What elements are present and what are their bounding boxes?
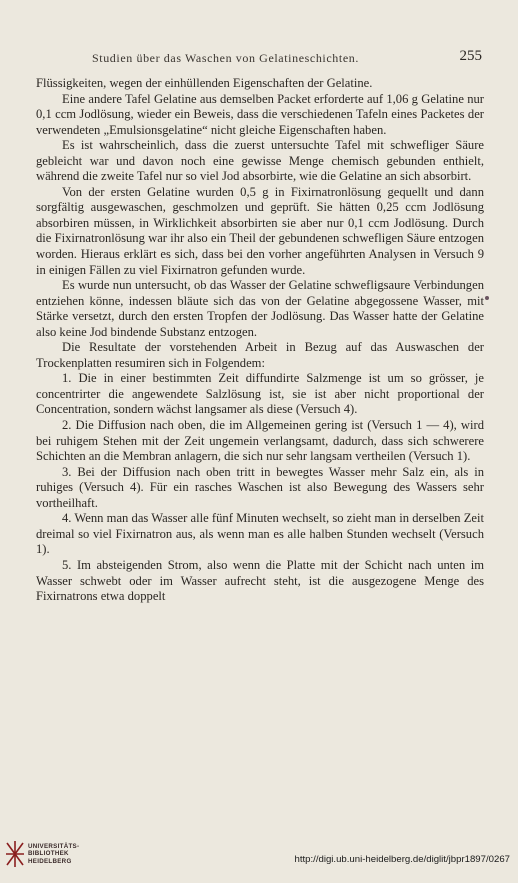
library-logo[interactable] xyxy=(4,839,114,873)
body-text xyxy=(36,76,484,605)
paragraph: 1. Die in einer bestimmten Zeit diffundirte Salzmenge ist um so grösser, je concentrirter die angewendete Salzlösung ist, sie ist aber nicht proportional der Concentration, sondern wächst langsamer als diese (Versuch 4). xyxy=(36,371,484,417)
paragraph: Von der ersten Gelatine wurden 0,5 g in Fixirnatronlösung gequellt und dann sorgfältig ausgewaschen, geschmolzen und geprüft. Sie hätten 0,25 ccm Jodlösung absorbiren müssen, in Wirklichkeit absorbirten sie aber nur 0,1 ccm Jodlösung. Durch die Fixirnatronlösung war ihr also ein Theil der gebundenen schwefligen Säure entzogen worden. Hieraus erklärt es sich, dass bei den vorher angeführten Analysen in Versuch 9 in einigen Fällen zu viel Fixirnatron gefunden wurde. xyxy=(36,184,484,277)
paragraph: Es wurde nun untersucht, ob das Wasser der Gelatine schwefligsaure Verbindungen entziehen könne, indessen bläute sich das von der Gelatine abgegossene Wasser, mit Stärke versetzt, durch den ersten Tropfen der Jodlösung. Das Wasser hatte der Gelatine also keine Jod bindende Substanz entzogen. xyxy=(36,278,484,339)
paragraph: 4. Wenn man das Wasser alle fünf Minuten wechselt, so zieht man in derselben Zeit dreimal so viel Fixirnatron aus, als wenn man es alle halben Stunden wechselt (Versuch 1). xyxy=(36,511,484,557)
library-crest-icon xyxy=(4,839,26,869)
paragraph: 2. Die Diffusion nach oben, die im Allgemeinen gering ist (Versuch 1 — 4), wird bei ruhigem Stehen mit der Zeit ungemein verlangsamt, dadurch, dass sich schwerere Schichten an die Membran anlagern, die sich nur sehr langsam vertheilen (Versuch 1). xyxy=(36,418,484,464)
page-number: 255 xyxy=(459,48,482,64)
library-name xyxy=(28,843,79,865)
page-footer xyxy=(0,825,518,883)
library-name-line: UNIVERSITÄTS- xyxy=(28,843,80,850)
paragraph: 3. Bei der Diffusion nach oben tritt in bewegtes Wasser mehr Salz ein, als in ruhiges (Versuch 4). Für ein rasches Waschen ist also Bewegung des Wassers sehr vortheilhaft. xyxy=(36,464,484,510)
library-name-line: HEIDELBERG xyxy=(28,857,72,865)
margin-mark xyxy=(485,296,489,300)
paragraph: Flüssigkeiten, wegen der einhüllenden Eigenschaften der Gelatine. xyxy=(36,76,373,90)
page-header xyxy=(36,48,482,68)
source-url-link[interactable]: http://digi.ub.uni-heidelberg.de/diglit/jbpr1897/0267 xyxy=(294,854,510,865)
paragraph: Eine andere Tafel Gelatine aus demselben Packet erforderte auf 1,06 g Gelatine nur 0,1 ccm Jodlösung, wieder ein Beweis, dass die verschiedenen Tafeln eines Packetes der verwendeten „Emulsionsgelatine“ nicht gleiche Eigenschaften haben. xyxy=(36,91,484,137)
paragraph: Die Resultate der vorstehenden Arbeit in Bezug auf das Auswaschen der Trockenplatten resumiren sich in Folgendem: xyxy=(36,340,484,370)
library-name-line: BIBLIOTHEK xyxy=(28,850,69,858)
paragraph: Es ist wahrscheinlich, dass die zuerst untersuchte Tafel mit schwefliger Säure gebleicht war und davon noch eine gewisse Menge chemisch gebunden enthielt, während die zweite Tafel nur so viel Jod absorbirte, wie die Gelatine an sich absorbirt. xyxy=(36,138,484,184)
running-head: Studien über das Waschen von Gelatineschichten. xyxy=(92,51,359,65)
paragraph: 5. Im absteigenden Strom, also wenn die Platte mit der Schicht nach unten im Wasser schwebt oder im Wasser aufrecht steht, ist die ausgezogene Menge des Fixirnatrons etwa doppelt xyxy=(36,557,484,604)
